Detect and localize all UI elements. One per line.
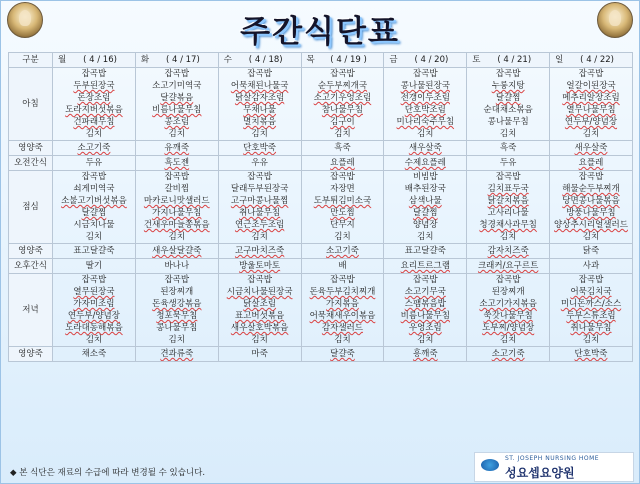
menu-item: 김치: [334, 335, 351, 345]
brand-name-en: ST. JOSEPH NURSING HOME: [505, 455, 600, 462]
menu-item: 미나리숙주무침: [396, 117, 455, 127]
page-title: 주간식단표: [240, 14, 400, 50]
menu-item: 김치: [251, 335, 268, 345]
menu-item: 달걀볶음: [160, 93, 194, 103]
menu-row: [9, 156, 633, 171]
menu-item: 유깨죽: [135, 141, 218, 156]
menu-item: 순두부찌개국: [317, 81, 368, 91]
menu-item: 건새우마늘쫑볶음: [143, 220, 210, 230]
meal-cell: [218, 68, 301, 141]
menu-item: 참나물무침: [321, 105, 363, 115]
day-header: 토 ( 4 / 21): [467, 53, 550, 68]
menu-item: 잡곡밥: [495, 172, 521, 182]
day-header: 월 ( 4 / 16): [53, 53, 136, 68]
menu-item: 건파래무침: [73, 117, 115, 127]
menu-item: 만도찜: [330, 208, 355, 218]
menu-item: 양념장: [412, 220, 438, 230]
menu-item: 닭살감자조림: [234, 93, 285, 103]
menu-item: 김치: [417, 335, 434, 345]
meal-cell: [301, 274, 384, 347]
menu-item: 김치: [334, 232, 351, 242]
menu-item: 콩나물된장국: [400, 81, 450, 91]
menu-item: 두부된장국: [73, 81, 115, 91]
row-label: 아침: [9, 68, 53, 141]
menu-item: 잡곡밥: [164, 275, 190, 285]
menu-item: 고구마치즈죽: [218, 244, 301, 259]
menu-item: 닭갈치볶음: [487, 196, 529, 206]
menu-item: 어묵김치국: [570, 287, 612, 297]
menu-item: 고구마콩나물찜: [230, 196, 289, 206]
menu-item: 사과: [550, 259, 633, 274]
menu-item: 표고달걀죽: [384, 244, 467, 259]
menu-item: 된장찌개: [160, 287, 194, 297]
menu-item: 새우살죽: [550, 141, 633, 156]
menu-item: 잡곡밥: [330, 275, 355, 285]
menu-item: 돈육두부김치찌개: [309, 287, 376, 297]
menu-item: 도라지버섯볶음: [65, 105, 123, 115]
menu-item: 돈육생강볶음: [152, 299, 202, 309]
menu-item: 돈장조림: [77, 93, 111, 103]
menu-item: 김치: [582, 335, 600, 345]
menu-row: [9, 347, 633, 362]
row-label: 오후간식: [9, 259, 53, 274]
menu-item: 방풍나물무침: [566, 208, 616, 218]
menu-item: 연두부/양념장: [564, 117, 618, 127]
meal-cell: [135, 274, 218, 347]
menu-item: 당면콩나물볶음: [562, 196, 620, 206]
menu-item: 어묵채된나물국: [230, 81, 289, 91]
menu-item: 닭살조림: [243, 299, 277, 309]
menu-item: 김치: [582, 129, 600, 139]
menu-item: 김치: [251, 129, 268, 139]
menu-item: 소고기죽: [301, 244, 384, 259]
menu-item: 새우살달걀죽: [135, 244, 218, 259]
menu-item: 김치: [417, 129, 434, 139]
menu-item: 삼색나물: [408, 196, 442, 206]
menu-item: 잡곡밥: [164, 172, 190, 182]
menu-item: 연근조두조림: [234, 220, 285, 230]
menu-item: 두부스튜조림: [566, 311, 616, 321]
menu-item: 무채나물: [243, 105, 277, 115]
menu-item: 요플레: [550, 156, 633, 171]
menu-item: 수제요플레: [384, 156, 467, 171]
menu-item: 잡곡밥: [247, 172, 272, 182]
menu-item: 달걀죽: [301, 347, 384, 362]
menu-item: 김치: [168, 129, 185, 139]
menu-item: 새우살호박볶음: [230, 323, 289, 333]
menu-item: 콩나물무침: [156, 323, 198, 333]
menu-item: 표고달걀죽: [53, 244, 136, 259]
menu-row: [9, 171, 633, 244]
menu-item: 우유: [218, 156, 301, 171]
menu-item: 견과류죽: [135, 347, 218, 362]
menu-item: 도부튀김미소국: [313, 196, 372, 206]
menu-item: 콩나물무침: [487, 117, 529, 127]
menu-item: 소고기우엉조림: [313, 93, 372, 103]
day-header: 일 ( 4 / 22): [550, 53, 633, 68]
meal-cell: [384, 274, 467, 347]
menu-item: 어묵채새우이볶음: [309, 311, 376, 321]
menu-item: 소고기가지볶음: [479, 299, 537, 309]
menu-item: 가자미조림: [73, 299, 115, 309]
menu-item: 감자샐러드: [321, 323, 363, 333]
menu-item: 김치: [251, 232, 268, 242]
meal-cell: [135, 171, 218, 244]
menu-item: 잡곡밥: [495, 69, 521, 79]
menu-item: 잡곡밥: [81, 275, 107, 285]
menu-item: 비름나물무침: [400, 311, 450, 321]
row-label: 영양죽: [9, 347, 53, 362]
menu-item: 딸기: [53, 259, 136, 274]
menu-item: 단호박죽: [218, 141, 301, 156]
menu-item: 열무나물무침: [566, 105, 616, 115]
menu-item: 흑죽: [467, 141, 550, 156]
menu-item: 김치표두국: [487, 184, 529, 194]
menu-item: 달걀찜: [412, 208, 438, 218]
meal-cell: [467, 274, 550, 347]
menu-item: 달걀찜: [81, 208, 107, 218]
menu-item: 두유: [53, 156, 136, 171]
menu-item: 잡곡밥: [330, 172, 355, 182]
meal-cell: [218, 274, 301, 347]
menu-item: 채소죽: [53, 347, 136, 362]
row-label: 저녁: [9, 274, 53, 347]
menu-item: 멸치볶음: [243, 117, 277, 127]
menu-item: 김치: [582, 232, 600, 242]
menu-body: [9, 68, 633, 362]
menu-item: 얼갈이된장국: [566, 81, 616, 91]
menu-item: 표고버섯볶음: [234, 311, 285, 321]
menu-item: 흑도젠: [135, 156, 218, 171]
menu-item: 마카로니맛샐러드: [143, 196, 210, 206]
menu-item: 연두부/양념장: [67, 311, 120, 321]
menu-item: 잡곡밥: [495, 275, 521, 285]
menu-item: 김치: [499, 232, 517, 242]
menu-item: 도라대동해볶음: [65, 323, 123, 333]
menu-item: 김치: [85, 232, 103, 242]
day-header: 화 ( 4 / 17): [135, 53, 218, 68]
brand-name-ko: 성요셉요양원: [505, 466, 575, 480]
menu-item: 달걀찜: [495, 93, 521, 103]
menu-item: 방울토마토: [218, 259, 301, 274]
menu-item: 잡곡밥: [81, 172, 107, 182]
menu-row: [9, 259, 633, 274]
menu-item: 김치: [85, 335, 103, 345]
menu-item: 미니돈까스/소스: [560, 299, 622, 309]
menu-item: 갈비찜: [164, 184, 190, 194]
menu-item: 새우살죽: [384, 141, 467, 156]
menu-item: 김치: [168, 335, 185, 345]
menu-item: 우엉조림: [408, 323, 442, 333]
menu-item: 잡곡밥: [81, 69, 107, 79]
menu-item: 자장면: [330, 184, 355, 194]
menu-item: 단호박죽: [550, 347, 633, 362]
menu-row: [9, 274, 633, 347]
menu-item: 소고기죽: [467, 347, 550, 362]
day-header: 목 ( 4 / 19 ): [301, 53, 384, 68]
menu-item: 스팸볶음밥: [404, 299, 446, 309]
menu-item: 흥깨죽: [384, 347, 467, 362]
weekly-menu-table: [8, 52, 633, 362]
footnote: ◆ 본 식단은 재료의 수급에 따라 변경될 수 있습니다.: [10, 468, 206, 478]
menu-item: 해물순두부찌개: [562, 184, 620, 194]
menu-item: 잡곡밥: [247, 69, 272, 79]
menu-item: 고사리나물: [487, 208, 529, 218]
day-header: 수 ( 4 / 18): [218, 53, 301, 68]
row-label: 영양죽: [9, 141, 53, 156]
menu-item: 두유: [467, 156, 550, 171]
menu-item: 김치: [499, 335, 517, 345]
menu-item: 시금치나물: [73, 220, 115, 230]
menu-item: 소고기무국: [404, 287, 446, 297]
menu-item: 배추된장국: [404, 184, 446, 194]
menu-item: 단호박조림: [404, 105, 446, 115]
menu-item: 메추리알장조림: [562, 93, 620, 103]
meal-cell: [301, 68, 384, 141]
menu-item: 취나물무침: [570, 323, 612, 333]
meal-cell: [384, 68, 467, 141]
menu-item: 가지나물무침: [152, 208, 202, 218]
menu-row: [9, 68, 633, 141]
menu-item: 잡곡밥: [412, 275, 438, 285]
meal-cell: [135, 68, 218, 141]
menu-item: 김치: [85, 129, 103, 139]
menu-row: [9, 141, 633, 156]
menu-item: 김치: [499, 129, 517, 139]
menu-item: 잡곡밥: [578, 275, 604, 285]
day-header: 금 ( 4 / 20): [384, 53, 467, 68]
menu-item: 누룽지탕: [491, 81, 525, 91]
menu-item: 바나나: [135, 259, 218, 274]
row-label: 영양죽: [9, 244, 53, 259]
menu-item: 잡곡밥: [578, 69, 604, 79]
menu-item: 순대채소볶음: [483, 105, 533, 115]
meal-cell: [218, 171, 301, 244]
menu-item: 요플레: [301, 156, 384, 171]
menu-item: 잡곡밥: [330, 69, 355, 79]
menu-item: 잡곡밥: [412, 69, 438, 79]
menu-item: 취나물무침: [239, 208, 281, 218]
brand-logo: [474, 452, 634, 482]
meal-cell: [384, 171, 467, 244]
meal-cell: [53, 274, 136, 347]
menu-item: 소불고기버섯볶음: [61, 196, 127, 206]
menu-item: 감자치즈죽: [467, 244, 550, 259]
menu-item: 크래커/요구르트: [467, 259, 550, 274]
menu-item: 양상추시리얼샐러드: [554, 220, 628, 230]
menu-item: 마죽: [218, 347, 301, 362]
meal-cell: [467, 171, 550, 244]
menu-item: 된장찌개: [491, 287, 525, 297]
menu-item: 청포묵무침: [156, 311, 198, 321]
menu-item: 콩조림: [164, 117, 190, 127]
menu-item: 도부찌/양념장: [482, 323, 535, 333]
menu-item: 닭죽: [550, 244, 633, 259]
header-row: [9, 53, 633, 68]
menu-item: 배: [301, 259, 384, 274]
menu-item: 잡곡밥: [247, 275, 272, 285]
menu-row: [9, 244, 633, 259]
menu-item: 비름나물무침: [152, 105, 202, 115]
meal-cell: [550, 171, 633, 244]
menu-item: 청경채사과무침: [479, 220, 537, 230]
row-label: 오전간식: [9, 156, 53, 171]
menu-item: 김구이: [330, 117, 355, 127]
menu-item: 단무지: [330, 220, 355, 230]
meal-cell: [550, 274, 633, 347]
menu-item: 달래두부된장국: [230, 184, 289, 194]
meal-cell: [301, 171, 384, 244]
menu-item: 잡곡밥: [578, 172, 604, 182]
header-label-cell: 구분: [9, 53, 53, 68]
row-label: 점심: [9, 171, 53, 244]
menu-item: 잡곡밥: [164, 69, 190, 79]
meal-cell: [53, 68, 136, 141]
menu-item: 가지볶음: [326, 299, 359, 309]
menu-item: 쑥갓나물무침: [483, 311, 533, 321]
menu-item: 소고기미역국: [152, 81, 202, 91]
menu-item: 요리트르그램: [384, 259, 467, 274]
menu-item: 흑죽: [301, 141, 384, 156]
menu-item: 전갱이두조림: [400, 93, 450, 103]
menu-item: 소고기죽: [53, 141, 136, 156]
menu-item: 시금치나물된장국: [226, 287, 293, 297]
meal-cell: [550, 68, 633, 141]
globe-icon: [481, 459, 499, 471]
menu-item: 쇠게미역국: [73, 184, 115, 194]
menu-item: 김치: [334, 129, 351, 139]
menu-item: 김치: [417, 232, 434, 242]
menu-item: 김치: [168, 232, 185, 242]
meal-cell: [53, 171, 136, 244]
meal-cell: [467, 68, 550, 141]
menu-item: 열무된장국: [73, 287, 115, 297]
menu-item: 비빔밥: [412, 172, 438, 182]
